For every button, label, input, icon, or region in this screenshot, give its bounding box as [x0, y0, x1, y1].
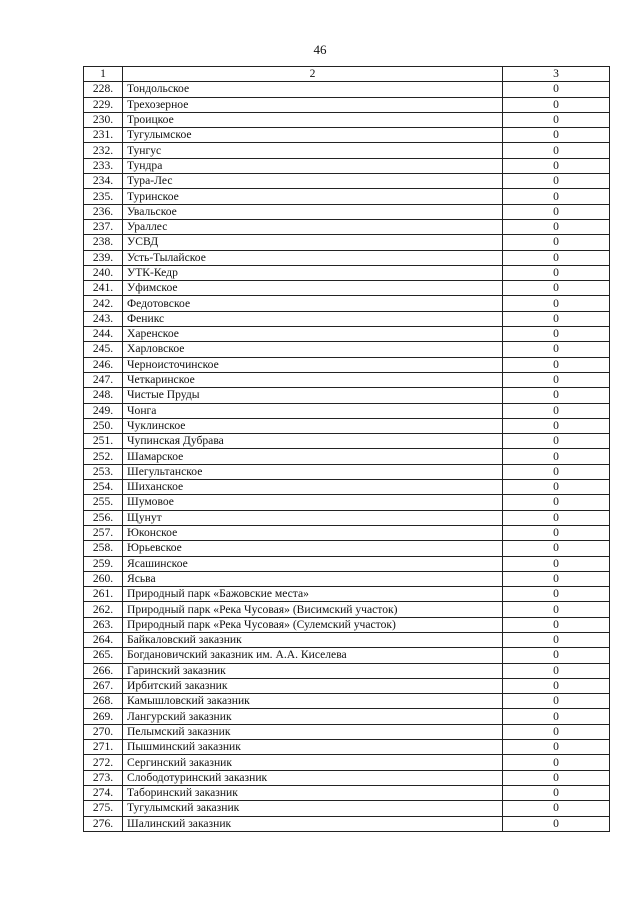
row-number-cell: 232. [84, 143, 123, 158]
table-row [84, 265, 610, 280]
row-name-cell: Ясьва [123, 571, 503, 586]
table-row [84, 495, 610, 510]
row-value-cell: 0 [503, 189, 610, 204]
row-number-cell: 275. [84, 801, 123, 816]
row-number-cell: 259. [84, 556, 123, 571]
row-number-cell: 256. [84, 510, 123, 525]
row-number-cell: 257. [84, 525, 123, 540]
row-name-cell: Тугулымское [123, 128, 503, 143]
row-number-cell: 233. [84, 158, 123, 173]
row-number-cell: 249. [84, 403, 123, 418]
table-row [84, 480, 610, 495]
row-name-cell: Трехозерное [123, 97, 503, 112]
header-cell-col3: 3 [503, 67, 610, 82]
row-name-cell: Камышловский заказник [123, 694, 503, 709]
row-number-cell: 230. [84, 112, 123, 127]
table-row [84, 296, 610, 311]
row-value-cell: 0 [503, 265, 610, 280]
row-number-cell: 245. [84, 342, 123, 357]
row-number-cell: 236. [84, 204, 123, 219]
row-value-cell: 0 [503, 449, 610, 464]
table-row [84, 204, 610, 219]
table-row [84, 449, 610, 464]
row-name-cell: УТК-Кедр [123, 265, 503, 280]
row-value-cell: 0 [503, 97, 610, 112]
row-value-cell: 0 [503, 143, 610, 158]
row-name-cell: Юрьевское [123, 541, 503, 556]
row-name-cell: Феникс [123, 311, 503, 326]
table-row [84, 388, 610, 403]
row-value-cell: 0 [503, 755, 610, 770]
row-value-cell: 0 [503, 525, 610, 540]
table-row [84, 541, 610, 556]
row-value-cell: 0 [503, 250, 610, 265]
table-row [84, 82, 610, 97]
table-row [84, 571, 610, 586]
row-name-cell: Шегультанское [123, 464, 503, 479]
row-name-cell: Тура-Лес [123, 174, 503, 189]
row-number-cell: 250. [84, 418, 123, 433]
table-row [84, 724, 610, 739]
row-number-cell: 271. [84, 740, 123, 755]
row-name-cell: Пелымский заказник [123, 724, 503, 739]
row-number-cell: 248. [84, 388, 123, 403]
row-name-cell: Чупинская Дубрава [123, 434, 503, 449]
row-number-cell: 231. [84, 128, 123, 143]
table-row [84, 755, 610, 770]
table-row [84, 587, 610, 602]
row-number-cell: 274. [84, 785, 123, 800]
row-name-cell: Чуклинское [123, 418, 503, 433]
row-value-cell: 0 [503, 235, 610, 250]
row-number-cell: 269. [84, 709, 123, 724]
table-row [84, 770, 610, 785]
table-row [84, 816, 610, 831]
row-value-cell: 0 [503, 327, 610, 342]
table-row [84, 525, 610, 540]
table-row [84, 464, 610, 479]
row-number-cell: 228. [84, 82, 123, 97]
table-row [84, 403, 610, 418]
row-value-cell: 0 [503, 709, 610, 724]
row-number-cell: 241. [84, 281, 123, 296]
table-row [84, 158, 610, 173]
row-number-cell: 237. [84, 219, 123, 234]
row-value-cell: 0 [503, 281, 610, 296]
row-number-cell: 252. [84, 449, 123, 464]
table-row [84, 709, 610, 724]
header-cell-col1: 1 [84, 67, 123, 82]
row-value-cell: 0 [503, 541, 610, 556]
row-value-cell: 0 [503, 648, 610, 663]
row-value-cell: 0 [503, 174, 610, 189]
row-name-cell: Шамарское [123, 449, 503, 464]
row-value-cell: 0 [503, 571, 610, 586]
row-name-cell: Юконское [123, 525, 503, 540]
row-name-cell: Увальское [123, 204, 503, 219]
row-value-cell: 0 [503, 617, 610, 632]
table-row [84, 740, 610, 755]
row-name-cell: Слободотуринский заказник [123, 770, 503, 785]
row-value-cell: 0 [503, 296, 610, 311]
row-value-cell: 0 [503, 801, 610, 816]
header-cell-col2: 2 [123, 67, 503, 82]
table-row [84, 648, 610, 663]
table-row [84, 342, 610, 357]
table-row [84, 311, 610, 326]
row-name-cell: Чонга [123, 403, 503, 418]
row-number-cell: 253. [84, 464, 123, 479]
table-row [84, 632, 610, 647]
row-number-cell: 272. [84, 755, 123, 770]
table-row [84, 250, 610, 265]
row-value-cell: 0 [503, 770, 610, 785]
row-name-cell: Щунут [123, 510, 503, 525]
row-value-cell: 0 [503, 480, 610, 495]
row-number-cell: 239. [84, 250, 123, 265]
row-number-cell: 229. [84, 97, 123, 112]
table-row [84, 602, 610, 617]
row-number-cell: 270. [84, 724, 123, 739]
row-name-cell: Природный парк «Река Чусовая» (Сулемский участок) [123, 617, 503, 632]
row-name-cell: Природный парк «Река Чусовая» (Висимский участок) [123, 602, 503, 617]
row-number-cell: 254. [84, 480, 123, 495]
row-name-cell: Природный парк «Бажовские места» [123, 587, 503, 602]
row-number-cell: 234. [84, 174, 123, 189]
row-value-cell: 0 [503, 694, 610, 709]
row-value-cell: 0 [503, 82, 610, 97]
row-number-cell: 262. [84, 602, 123, 617]
row-name-cell: Уфимское [123, 281, 503, 296]
row-value-cell: 0 [503, 724, 610, 739]
row-value-cell: 0 [503, 112, 610, 127]
row-value-cell: 0 [503, 632, 610, 647]
row-name-cell: Ясашинское [123, 556, 503, 571]
row-name-cell: Харенское [123, 327, 503, 342]
row-value-cell: 0 [503, 388, 610, 403]
row-value-cell: 0 [503, 587, 610, 602]
row-name-cell: Богдановичский заказник им. А.А. Киселева [123, 648, 503, 663]
table-row [84, 801, 610, 816]
row-value-cell: 0 [503, 740, 610, 755]
row-number-cell: 243. [84, 311, 123, 326]
row-value-cell: 0 [503, 357, 610, 372]
row-name-cell: Тунгус [123, 143, 503, 158]
row-value-cell: 0 [503, 342, 610, 357]
table-row [84, 418, 610, 433]
row-number-cell: 246. [84, 357, 123, 372]
table-row [84, 235, 610, 250]
row-name-cell: Федотовское [123, 296, 503, 311]
row-name-cell: Харловское [123, 342, 503, 357]
row-value-cell: 0 [503, 495, 610, 510]
table-row [84, 97, 610, 112]
row-name-cell: Усть-Тылайское [123, 250, 503, 265]
row-value-cell: 0 [503, 510, 610, 525]
row-name-cell: Лангурский заказник [123, 709, 503, 724]
table-row [84, 143, 610, 158]
row-number-cell: 263. [84, 617, 123, 632]
document-table [83, 66, 610, 832]
row-value-cell: 0 [503, 372, 610, 387]
row-name-cell: Шиханское [123, 480, 503, 495]
row-name-cell: Шалинский заказник [123, 816, 503, 831]
table-row [84, 281, 610, 296]
row-value-cell: 0 [503, 663, 610, 678]
row-number-cell: 264. [84, 632, 123, 647]
row-name-cell: УСВД [123, 235, 503, 250]
row-name-cell: Чистые Пруды [123, 388, 503, 403]
row-number-cell: 267. [84, 678, 123, 693]
row-value-cell: 0 [503, 418, 610, 433]
table-row [84, 434, 610, 449]
row-number-cell: 261. [84, 587, 123, 602]
row-value-cell: 0 [503, 434, 610, 449]
row-value-cell: 0 [503, 204, 610, 219]
row-value-cell: 0 [503, 678, 610, 693]
row-value-cell: 0 [503, 464, 610, 479]
row-name-cell: Тондольское [123, 82, 503, 97]
row-name-cell: Ирбитский заказник [123, 678, 503, 693]
table-row [84, 174, 610, 189]
row-name-cell: Тундра [123, 158, 503, 173]
table-row [84, 617, 610, 632]
row-value-cell: 0 [503, 311, 610, 326]
row-number-cell: 238. [84, 235, 123, 250]
row-number-cell: 276. [84, 816, 123, 831]
row-value-cell: 0 [503, 158, 610, 173]
row-number-cell: 268. [84, 694, 123, 709]
table-row [84, 128, 610, 143]
row-value-cell: 0 [503, 556, 610, 571]
table-row [84, 678, 610, 693]
row-number-cell: 265. [84, 648, 123, 663]
table-row [84, 694, 610, 709]
table-header-row [84, 67, 610, 82]
row-number-cell: 235. [84, 189, 123, 204]
row-number-cell: 251. [84, 434, 123, 449]
row-name-cell: Троицкое [123, 112, 503, 127]
row-number-cell: 273. [84, 770, 123, 785]
row-number-cell: 244. [84, 327, 123, 342]
row-name-cell: Четкаринское [123, 372, 503, 387]
row-name-cell: Байкаловский заказник [123, 632, 503, 647]
row-number-cell: 242. [84, 296, 123, 311]
table-row [84, 112, 610, 127]
row-name-cell: Туринское [123, 189, 503, 204]
row-number-cell: 255. [84, 495, 123, 510]
row-value-cell: 0 [503, 785, 610, 800]
row-number-cell: 240. [84, 265, 123, 280]
row-name-cell: Черноисточинское [123, 357, 503, 372]
row-number-cell: 247. [84, 372, 123, 387]
row-value-cell: 0 [503, 128, 610, 143]
row-number-cell: 258. [84, 541, 123, 556]
page-number: 46 [313, 42, 327, 57]
row-name-cell: Ураллес [123, 219, 503, 234]
row-value-cell: 0 [503, 219, 610, 234]
row-name-cell: Тугулымский заказник [123, 801, 503, 816]
table-row [84, 556, 610, 571]
row-name-cell: Пышминский заказник [123, 740, 503, 755]
row-number-cell: 266. [84, 663, 123, 678]
table-body [84, 67, 610, 832]
table-row [84, 219, 610, 234]
table-row [84, 372, 610, 387]
row-value-cell: 0 [503, 403, 610, 418]
row-value-cell: 0 [503, 602, 610, 617]
row-number-cell: 260. [84, 571, 123, 586]
table-row [84, 189, 610, 204]
row-name-cell: Таборинский заказник [123, 785, 503, 800]
row-name-cell: Шумовое [123, 495, 503, 510]
row-name-cell: Гаринский заказник [123, 663, 503, 678]
table-row [84, 663, 610, 678]
table-row [84, 510, 610, 525]
table-row [84, 327, 610, 342]
row-name-cell: Сергинский заказник [123, 755, 503, 770]
table-row [84, 357, 610, 372]
row-value-cell: 0 [503, 816, 610, 831]
table-row [84, 785, 610, 800]
